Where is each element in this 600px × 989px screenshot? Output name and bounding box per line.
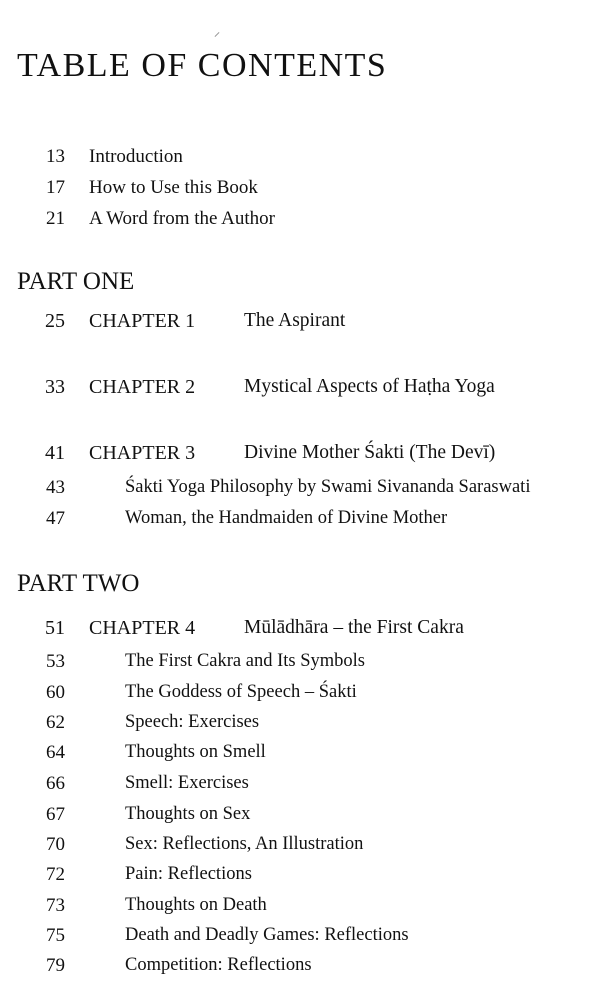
section-entry	[0, 895, 600, 921]
section-entry	[0, 955, 600, 981]
print-mark	[215, 32, 220, 37]
page-number: 47	[46, 508, 65, 529]
page-number: 70	[46, 834, 65, 855]
chapter-title: Divine Mother Śakti (The Devī)	[244, 442, 496, 463]
chapter-entry	[0, 617, 600, 643]
section-entry	[0, 651, 600, 677]
page-number: 67	[46, 804, 65, 825]
section-entry	[0, 925, 600, 951]
chapter-label: CHAPTER 3	[89, 442, 196, 464]
section-entry	[0, 742, 600, 768]
page-number: 75	[46, 925, 65, 946]
chapter-label: CHAPTER 4	[89, 617, 196, 639]
entry-title: Introduction	[89, 146, 183, 167]
toc-entry	[0, 177, 600, 203]
chapter-label: CHAPTER 2	[89, 376, 196, 398]
page-number: 51	[45, 617, 65, 639]
section-title: Śakti Yoga Philosophy by Swami Sivananda Saraswati	[125, 477, 531, 497]
section-title: Pain: Reflections	[125, 864, 252, 884]
chapter-entry	[0, 310, 600, 336]
page-number: 53	[46, 651, 65, 672]
section-entry	[0, 804, 600, 830]
section-title: Speech: Exercises	[125, 712, 260, 732]
section-entry	[0, 864, 600, 890]
chapter-title: Mystical Aspects of Haṭha Yoga	[244, 376, 495, 397]
page-number: 60	[46, 682, 65, 703]
section-title: Thoughts on Sex	[125, 804, 251, 824]
section-title: Sex: Reflections, An Illustration	[125, 834, 364, 854]
page-number: 79	[46, 955, 65, 976]
page-number: 62	[46, 712, 65, 733]
chapter-label: CHAPTER 1	[89, 310, 196, 332]
chapter-entry	[0, 442, 600, 468]
section-entry	[0, 682, 600, 708]
section-title: Competition: Reflections	[125, 955, 312, 975]
entry-title: A Word from the Author	[89, 208, 275, 229]
section-title: Thoughts on Smell	[125, 742, 266, 762]
section-entry	[0, 477, 600, 503]
page-number: 25	[45, 310, 65, 332]
section-title: Woman, the Handmaiden of Divine Mother	[125, 508, 448, 528]
section-title: Death and Deadly Games: Reflections	[125, 925, 409, 945]
page-number: 66	[46, 773, 65, 794]
section-title: Smell: Exercises	[125, 773, 249, 793]
section-entry	[0, 773, 600, 799]
page-number: 64	[46, 742, 65, 763]
chapter-title: The Aspirant	[244, 310, 346, 331]
entry-title: How to Use this Book	[89, 177, 258, 198]
page-number: 72	[46, 864, 65, 885]
chapter-title: Mūlādhāra – the First Cakra	[244, 617, 464, 638]
part-heading: PART ONE	[17, 268, 135, 295]
section-entry	[0, 834, 600, 860]
page-number: 17	[46, 177, 65, 198]
page-title: TABLE OF CONTENTS	[17, 47, 388, 84]
section-title: The Goddess of Speech – Śakti	[125, 682, 357, 702]
chapter-entry	[0, 376, 600, 402]
page-number: 13	[46, 146, 65, 167]
page-number: 33	[45, 376, 65, 398]
page-number: 73	[46, 895, 65, 916]
section-entry	[0, 712, 600, 738]
toc-entry	[0, 146, 600, 172]
section-title: Thoughts on Death	[125, 895, 267, 915]
toc-entry	[0, 208, 600, 234]
part-heading: PART TWO	[17, 570, 140, 597]
section-title: The First Cakra and Its Symbols	[125, 651, 365, 671]
page-number: 21	[46, 208, 65, 229]
section-entry	[0, 508, 600, 534]
page-number: 43	[46, 477, 65, 498]
page-number: 41	[45, 442, 65, 464]
